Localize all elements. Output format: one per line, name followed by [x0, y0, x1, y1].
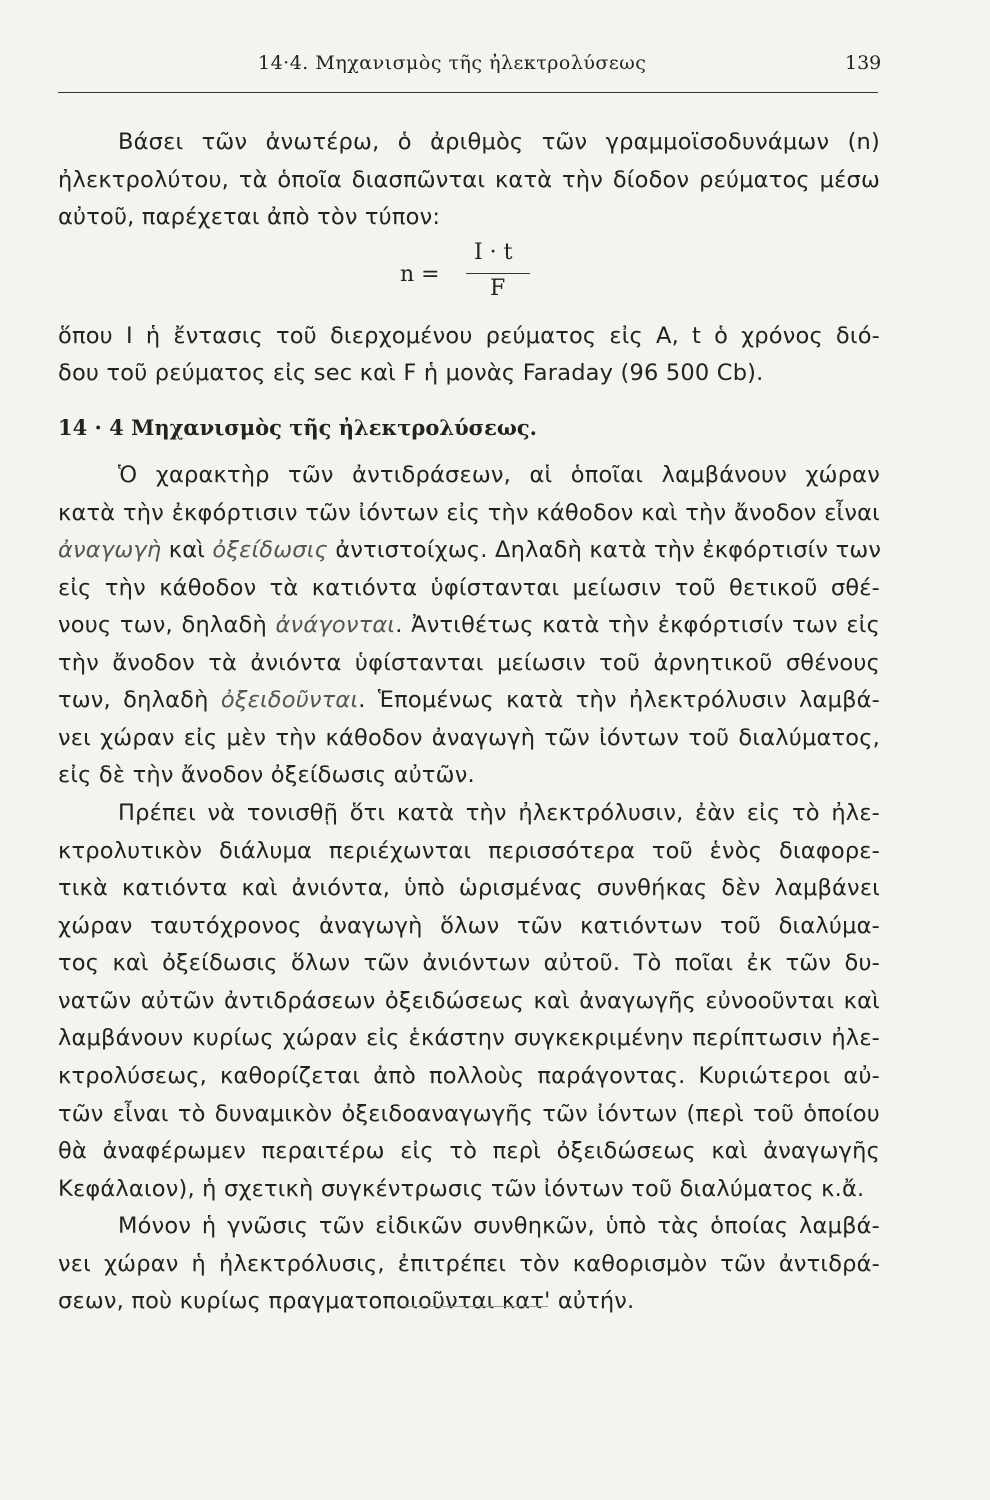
header-rule — [58, 92, 878, 93]
paragraph-line: τῶν εἶναι τὸ δυναμικὸν ὀξειδοαναγωγῆς τῶν ἰόντων (περὶ τοῦ ὁποίου — [58, 1101, 880, 1127]
paragraph-line: θὰ ἀναφέρωμεν περαιτέρω εἰς τὸ περὶ ὀξειδώσεως καὶ ἀναγωγῆς — [58, 1138, 880, 1164]
italic-term: ἀναγωγὴ — [58, 537, 162, 563]
intro-line: ἠλεκτρολύτου, τὰ ὁποῖα διασπῶνται κατὰ τὴν δίοδον ρεύματος μέσω — [58, 167, 880, 193]
paragraph-line: κτρολυτικὸν διάλυμα περιέχωνται περισσότερα τοῦ ἑνὸς διαφορε- — [58, 838, 880, 864]
text-run: νους των, δηλαδὴ — [58, 612, 276, 638]
formula-denominator: F — [490, 276, 506, 301]
paragraph-line: σεων, ποὺ κυρίως πραγματοποιοῦνται κατ' αὐτήν. — [58, 1288, 635, 1314]
paragraph-line: εἰς δὲ τὴν ἄνοδον ὀξείδωσις αὐτῶν. — [58, 762, 475, 788]
text-run: . Ἀντιθέτως κατὰ τὴν ἐκφόρτισίν των εἰς — [395, 612, 880, 638]
italic-term: ἀνάγονται — [275, 612, 396, 638]
paragraph-line — [58, 611, 880, 639]
paragraph-line: κατὰ τὴν ἐκφόρτισιν τῶν ἰόντων εἰς τὴν κάθοδον καὶ τὴν ἄνοδον εἶναι — [58, 500, 880, 526]
paragraph-line: Κεφάλαιον), ἡ σχετικὴ συγκέντρωσις τῶν ἰόντων τοῦ διαλύματος κ.ἄ. — [58, 1176, 865, 1202]
text-run: . Ἑπομένως κατὰ τὴν ἠλεκτρόλυσιν λαμβά- — [358, 687, 880, 713]
paragraph-line: εἰς τὴν κάθοδον τὰ κατιόντα ὑφίστανται μείωσιν τοῦ θετικοῦ σθέ- — [58, 575, 880, 601]
intro-line: αὐτοῦ, παρέχεται ἀπὸ τὸν τύπον: — [58, 204, 441, 230]
section-end-rule — [402, 1306, 548, 1307]
italic-term: ὀξειδοῦνται — [220, 687, 359, 713]
running-title: 14·4. Μηχανισμὸς τῆς ἠλεκτρολύσεως — [258, 52, 647, 74]
paragraph-line: Μόνον ἡ γνῶσις τῶν εἰδικῶν συνθηκῶν, ὑπὸ τὰς ὁποίας λαμβά- — [118, 1213, 880, 1239]
page-number: 139 — [845, 52, 882, 74]
definition-line: δου τοῦ ρεύματος εἰς sec καὶ F ἡ μονὰς Faraday (96 500 Cb). — [58, 360, 764, 386]
paragraph-line: νει χώραν εἰς μὲν τὴν κάθοδον ἀναγωγὴ τῶν ἰόντων τοῦ διαλύματος, — [58, 725, 880, 751]
paragraph-line: κτρολύσεως, καθορίζεται ἀπὸ πολλοὺς παράγοντας. Κυριώτεροι αὐ- — [58, 1063, 880, 1089]
italic-term: ὀξείδωσις — [212, 537, 328, 563]
paragraph-line: τικὰ κατιόντα καὶ ἀνιόντα, ὑπὸ ὡρισμένας συνθήκας δὲν λαμβάνει — [58, 875, 880, 901]
fraction-bar — [466, 273, 530, 274]
intro-line: Βάσει τῶν ἀνωτέρω, ὁ ἀριθμὸς τῶν γραμμοϊσοδυνάμων (n) — [118, 129, 880, 155]
paragraph-line: χώραν ταυτόχρονος ἀναγωγὴ ὅλων τῶν κατιόντων τοῦ διαλύμα- — [58, 913, 880, 939]
paragraph-line: λαμβάνουν κυρίως χώραν εἰς ἑκάστην συγκεκριμένην περίπτωσιν ἠλε- — [58, 1025, 880, 1051]
paragraph-line: τὴν ἄνοδον τὰ ἀνιόντα ὑφίστανται μείωσιν τοῦ ἀρνητικοῦ σθένους — [58, 650, 880, 676]
paragraph-line: νει χώραν ἡ ἠλεκτρόλυσις, ἐπιτρέπει τὸν καθορισμὸν τῶν ἀντιδρά- — [58, 1251, 880, 1277]
text-run: των, δηλαδὴ — [58, 687, 221, 713]
paragraph-line: τος καὶ ὀξείδωσις ὅλων τῶν ἀνιόντων αὐτοῦ. Τὸ ποῖαι ἐκ τῶν δυ- — [58, 950, 880, 976]
text-run: καὶ — [161, 537, 213, 563]
paragraph-line: Ὁ χαρακτὴρ τῶν ἀντιδράσεων, αἱ ὁποῖαι λαμβάνουν χώραν — [118, 462, 880, 488]
formula-lhs: n = — [400, 262, 440, 287]
text-run: ἀντιστοίχως. Δηλαδὴ κατὰ τὴν ἐκφόρτισίν των — [327, 537, 882, 563]
section-heading: 14 · 4 Μηχανισμὸς τῆς ἠλεκτρολύσεως. — [58, 415, 537, 440]
paragraph-line — [58, 536, 880, 564]
definition-line: ὅπου I ἡ ἔντασις τοῦ διερχομένου ρεύματος εἰς A, t ὁ χρόνος διό- — [58, 323, 880, 349]
formula-numerator: I · t — [474, 240, 513, 265]
paragraph-line: νατῶν αὐτῶν ἀντιδράσεων ὀξειδώσεως καὶ ἀναγωγῆς εὐνοοῦνται καὶ — [58, 988, 880, 1014]
paragraph-line — [58, 686, 880, 714]
paragraph-line: Πρέπει νὰ τονισθῇ ὅτι κατὰ τὴν ἠλεκτρόλυσιν, ἐὰν εἰς τὸ ἠλε- — [118, 800, 880, 826]
